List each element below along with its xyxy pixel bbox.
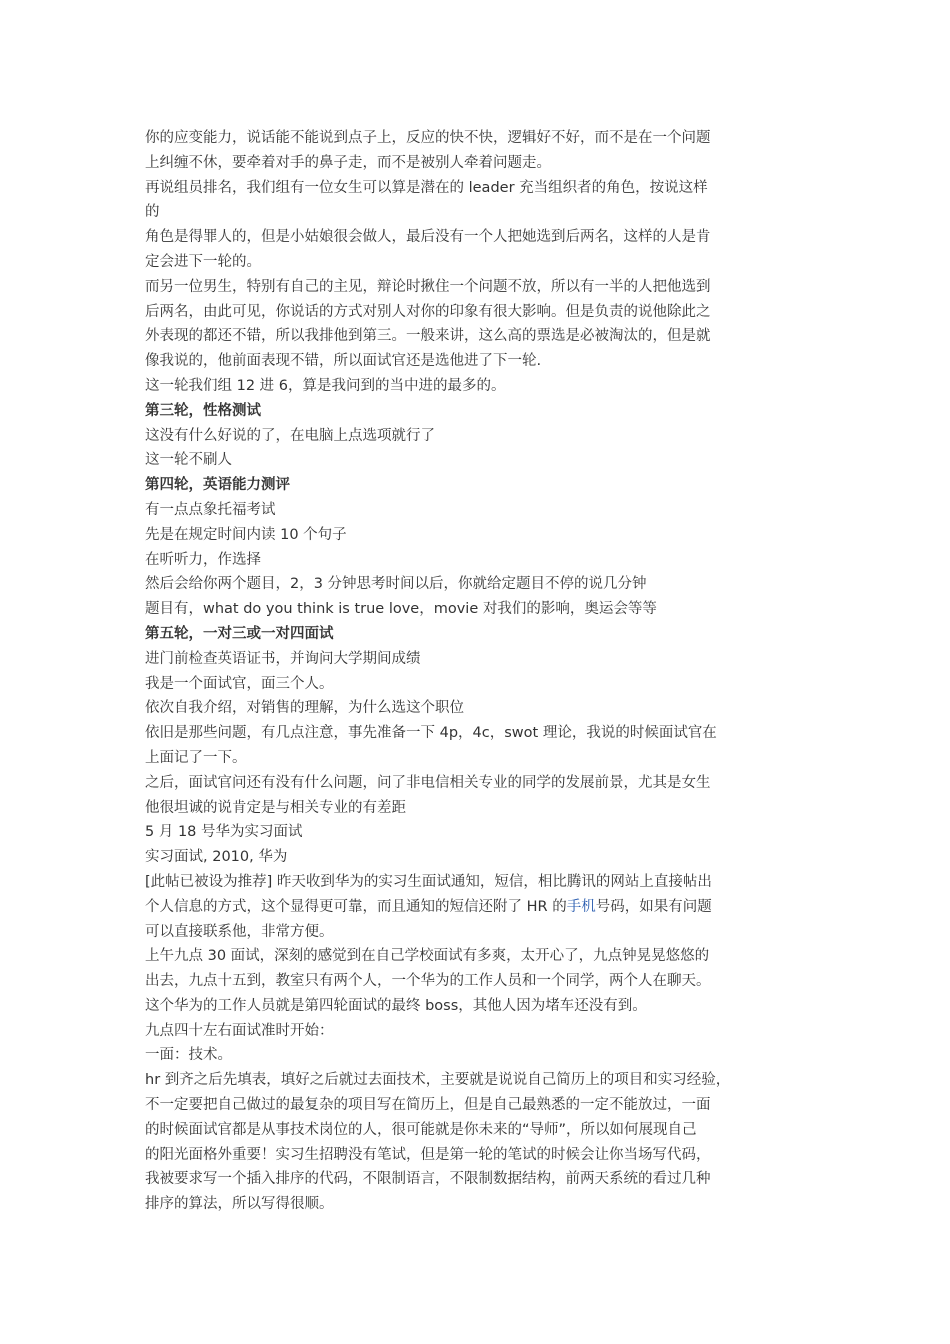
phone-link[interactable]: 手机 bbox=[566, 898, 596, 915]
text-line: 的阳光面格外重要！实习生招聘没有笔试，但是第一轮的笔试的时候会让你当场写代码， bbox=[145, 1146, 711, 1163]
section-heading: 第三轮，性格测试 bbox=[145, 402, 261, 419]
text-line: 一面：技术。 bbox=[145, 1047, 232, 1064]
text-line: 他很坦诚的说肯定是与相关专业的有差距 bbox=[145, 799, 406, 816]
section-heading: 第五轮，一对三或一对四面试 bbox=[145, 625, 334, 642]
text-line: 而另一位男生，特别有自己的主见，辩论时揪住一个问题不放，所以有一半的人把他选到 bbox=[145, 278, 711, 295]
text-line: 出去，九点十五到，教室只有两个人，一个华为的工作人员和一个同学，两个人在聊天。 bbox=[145, 973, 711, 990]
text-line: 排序的算法，所以写得很顺。 bbox=[145, 1196, 334, 1213]
text-line: 外表现的都还不错，所以我排他到第三。一般来讲，这么高的票选是必被淘汰的，但是就 bbox=[145, 328, 711, 345]
text-line: 这一轮不刷人 bbox=[145, 452, 232, 469]
text-line: 先是在规定时间内读 10 个句子 bbox=[145, 526, 347, 543]
text-line: 上面记了一下。 bbox=[145, 749, 247, 766]
text-line: 然后会给你两个题目，2，3 分钟思考时间以后，你就给定题目不停的说几分钟 bbox=[145, 576, 647, 593]
text-line: 可以直接联系他，非常方便。 bbox=[145, 923, 334, 940]
text-segment: 个人信息的方式，这个显得更可靠，而且通知的短信还附了 HR 的 bbox=[145, 898, 567, 915]
text-line: hr 到齐之后先填表，填好之后就过去面技术，主要就是说说自己简历上的项目和实习经验， bbox=[145, 1072, 731, 1089]
text-line: [此帖已被设为推荐] 昨天收到华为的实习生面试通知，短信，相比腾讯的网站上直接帖出 bbox=[145, 873, 712, 890]
text-line: 的 bbox=[145, 204, 160, 221]
text-line: 角色是得罪人的，但是小姑娘很会做人，最后没有一个人把她选到后两名，这样的人是肯 bbox=[145, 229, 711, 246]
text-line: 我被要求写一个插入排序的代码，不限制语言，不限制数据结构，前两天系统的看过几种 bbox=[145, 1171, 711, 1188]
text-line: 不一定要把自己做过的最复杂的项目写在简历上，但是自己最熟悉的一定不能放过，一面 bbox=[145, 1097, 711, 1114]
text-line: 依旧是那些问题，有几点注意，事先准备一下 4p，4c，swot 理论，我说的时候面试官在 bbox=[145, 725, 717, 742]
text-line: 依次自我介绍，对销售的理解，为什么选这个职位 bbox=[145, 700, 464, 717]
section-heading: 第四轮，英语能力测评 bbox=[145, 477, 290, 494]
text-line: 再说组员排名，我们组有一位女生可以算是潜在的 leader 充当组织者的角色，按说这样 bbox=[145, 179, 708, 196]
document-body bbox=[145, 126, 815, 1217]
text-line bbox=[145, 895, 815, 920]
text-line: 有一点点象托福考试 bbox=[145, 501, 276, 518]
text-line: 我是一个面试官，面三个人。 bbox=[145, 675, 334, 692]
text-line: 上午九点 30 面试，深刻的感觉到在自己学校面试有多爽，太开心了，九点钟晃晃悠悠的 bbox=[145, 948, 710, 965]
text-line: 定会进下一轮的。 bbox=[145, 253, 261, 270]
text-line: 这没有什么好说的了，在电脑上点选项就行了 bbox=[145, 427, 435, 444]
text-line: 九点四十左右面试准时开始： bbox=[145, 1022, 334, 1039]
text-segment: 号码，如果有问题 bbox=[595, 898, 712, 915]
text-line: 5 月 18 号华为实习面试 bbox=[145, 824, 303, 841]
text-line: 题目有，what do you think is true love，movie 对我们的影响，奥运会等等 bbox=[145, 601, 657, 618]
text-line: 上纠缠不休，要牵着对手的鼻子走，而不是被别人牵着问题走。 bbox=[145, 154, 551, 171]
text-line: 的时候面试官都是从事技术岗位的人，很可能就是你未来的“导师”，所以如何展现自己 bbox=[145, 1121, 697, 1138]
text-line: 这一轮我们组 12 进 6，算是我问到的当中进的最多的。 bbox=[145, 377, 506, 394]
text-line: 像我说的，他前面表现不错，所以面试官还是选他进了下一轮. bbox=[145, 353, 542, 370]
text-line: 这个华为的工作人员就是第四轮面试的最终 boss，其他人因为堵车还没有到。 bbox=[145, 997, 647, 1014]
text-line: 进门前检查英语证书，并询问大学期间成绩 bbox=[145, 650, 421, 667]
text-line: 之后，面试官问还有没有什么问题，问了非电信相关专业的同学的发展前景，尤其是女生 bbox=[145, 774, 711, 791]
text-line: 后两名，由此可见，你说话的方式对别人对你的印象有很大影响。但是负责的说他除此之 bbox=[145, 303, 711, 320]
text-line: 在听听力，作选择 bbox=[145, 551, 261, 568]
text-line: 你的应变能力，说话能不能说到点子上，反应的快不快，逻辑好不好，而不是在一个问题 bbox=[145, 130, 711, 146]
text-line: 实习面试, 2010, 华为 bbox=[145, 849, 288, 866]
